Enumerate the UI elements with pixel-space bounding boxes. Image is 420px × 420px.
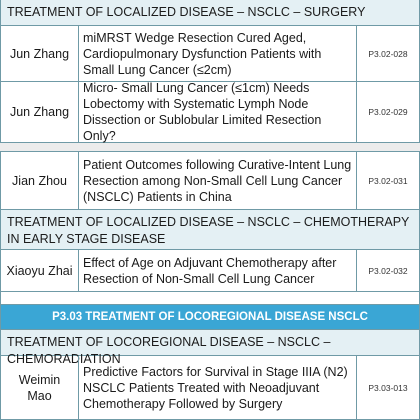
session-banner [1,304,419,330]
section-heading-chemoradiation-text: TREATMENT OF LOCOREGIONAL DISEASE – NSCLC – CHEMORADIATION [7,335,331,366]
section-heading-surgery [1,0,419,26]
abstract-title-cell: Predictive Factors for Survival in Stage IIIA (N2) NSCLC Patients Treated with Neoadjuvant Chemotherapy Followed by Surgery [79,356,357,420]
section-heading-surgery-text: TREATMENT OF LOCALIZED DISEASE – NSCLC – SURGERY [7,5,366,19]
session-table-continued [0,151,420,420]
section-heading-chemotherapy [1,210,419,250]
session-table-surgery [0,0,420,143]
author-cell: Jian Zhou [1,152,79,209]
table-row [1,250,419,292]
table-row [1,152,419,210]
table-row [1,356,419,420]
abstract-code-cell: P3.02-031 [368,175,408,186]
abstract-code-cell: P3.02-032 [368,265,408,276]
table-row [1,82,419,142]
section-heading-chemoradiation [1,330,419,366]
abstract-title-cell: Effect of Age on Adjuvant Chemotherapy after Resection of Non-Small Cell Lung Cancer [79,250,357,291]
author-cell: Jun Zhang [1,82,79,142]
author-cell: Jun Zhang [1,26,79,81]
abstract-title-cell: Micro- Small Lung Cancer (≤1cm) Needs Lobectomy with Systematic Lymph Node Dissection or Sublobular Limited Resection Only? [79,82,357,142]
author-cell: Xiaoyu Zhai [1,250,79,291]
abstract-code-cell: P3.02-029 [368,107,408,117]
abstract-title-cell: Patient Outcomes following Curative-Intent Lung Resection among Non-Small Cell Lung Cancer (NSCLC) Patients in China [79,152,357,209]
table-row [1,26,419,82]
section-heading-chemotherapy-text: TREATMENT OF LOCALIZED DISEASE – NSCLC – CHEMOTHERAPY IN EARLY STAGE DISEASE [7,215,410,246]
author-cell: Weimin Mao [1,356,79,420]
abstract-title-cell: miMRST Wedge Resection Cured Aged, Cardiopulmonary Dysfunction Patients with Small Lung Cancer (≤2cm) [79,26,357,81]
panel-gap [0,143,420,151]
session-banner-text: P3.03 TREATMENT OF LOCOREGIONAL DISEASE NSCLC [52,311,368,323]
abstract-code-cell: P3.03-013 [368,383,408,393]
abstract-code-cell: P3.02-028 [368,48,408,59]
